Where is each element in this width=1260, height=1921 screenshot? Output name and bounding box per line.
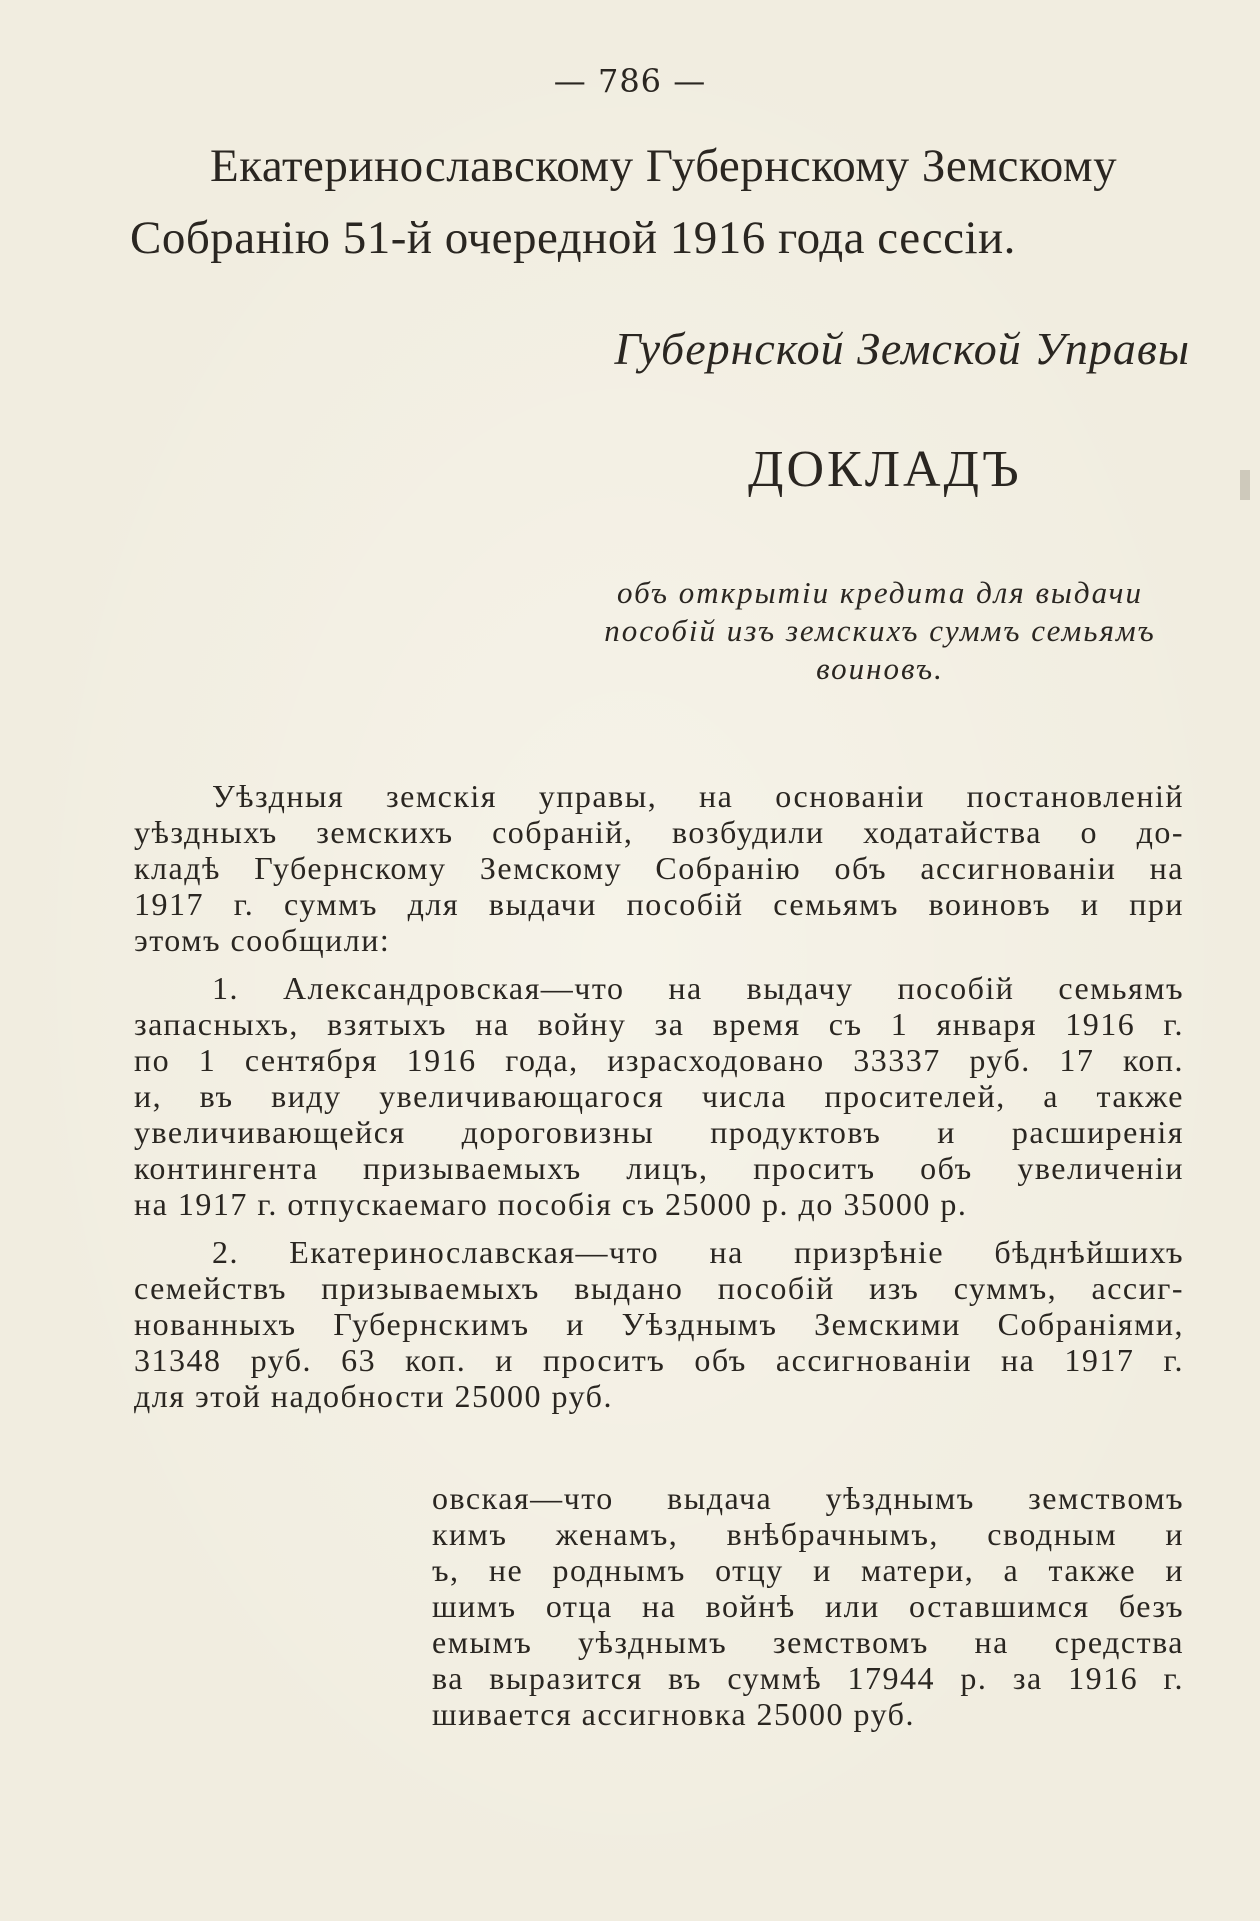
page-number: — 786 — [553, 62, 707, 100]
recipient-heading [130, 130, 1190, 274]
board-heading: Губернской Земской Управы [614, 323, 1190, 374]
text-line: ъ, не роднымъ отцу и матери, а также и [432, 1552, 1184, 1588]
recipient-line-1: Екатеринославскому Губернскому Земскому [210, 140, 1118, 192]
text-line: контингента призываемыхъ лицъ, проситъ объ увеличеніи [134, 1150, 1184, 1186]
subject-line-2: пособій изъ земскихъ суммъ семьямъ [604, 613, 1156, 648]
text-line: кимъ женамъ, внѣбрачнымъ, сводным и [432, 1516, 1184, 1552]
text-line: нованныхъ Губернскимъ и Уѣзднымъ Земскими Собраніями, [134, 1306, 1184, 1342]
document-title: ДОКЛАДЪ [748, 441, 1022, 498]
body-text [134, 778, 1184, 1426]
text-line: на 1917 г. отпускаемаго пособія съ 25000 р. до 35000 р. [134, 1186, 968, 1222]
item-1-paragraph [134, 970, 1184, 1222]
text-line: 1. Александровская—что на выдачу пособій семьямъ [212, 970, 1184, 1006]
text-line: уѣздныхъ земскихъ собраній, возбудили ходатайства о до- [134, 814, 1184, 850]
document-subject [560, 574, 1200, 688]
text-line: запасныхъ, взятыхъ на войну за время съ 1 января 1916 г. [134, 1006, 1184, 1042]
subject-line-3: воиновъ. [816, 651, 944, 686]
text-line: этомъ сообщили: [134, 922, 391, 958]
text-line: 2. Екатеринославская—что на призрѣніе бѣднѣйшихъ [212, 1234, 1184, 1270]
text-line: Уѣздныя земскія управы, на основаніи постановленій [212, 778, 1184, 814]
text-line: по 1 сентября 1916 года, израсходовано 33337 руб. 17 коп. [134, 1042, 1184, 1078]
item-2-paragraph [134, 1234, 1184, 1414]
text-line: для этой надобности 25000 руб. [134, 1378, 613, 1414]
subject-line-1: объ открытіи кредита для выдачи [617, 575, 1143, 610]
text-line: семействъ призываемыхъ выдано пособій изъ суммъ, ассиг- [134, 1270, 1184, 1306]
text-line: шивается ассигновка 25000 руб. [432, 1696, 915, 1732]
text-line: увеличивающейся дороговизны продуктовъ и расширенія [134, 1114, 1184, 1150]
text-line: овская—что выдача уѣзднымъ земствомъ [432, 1480, 1184, 1516]
text-line: емымъ уѣзднымъ земствомъ на средства [432, 1624, 1184, 1660]
intro-paragraph [134, 778, 1184, 958]
text-line: 1917 г. суммъ для выдачи пособій семьямъ воиновъ и при [134, 886, 1184, 922]
text-line: шимъ отца на войнѣ или оставшимся безъ [432, 1588, 1184, 1624]
partial-paragraph-fragment [432, 1480, 1184, 1732]
page-edge-mark [1240, 470, 1250, 500]
text-line: 31348 руб. 63 коп. и проситъ объ ассигнованіи на 1917 г. [134, 1342, 1184, 1378]
text-line: ва выразится въ суммѣ 17944 р. за 1916 г. [432, 1660, 1184, 1696]
recipient-line-2: Собранію 51-й очередной 1916 года сессіи. [130, 212, 1016, 264]
text-line: и, въ виду увеличивающагося числа просителей, а также [134, 1078, 1184, 1114]
text-line: кладѣ Губернскому Земскому Собранію объ ассигнованіи на [134, 850, 1184, 886]
